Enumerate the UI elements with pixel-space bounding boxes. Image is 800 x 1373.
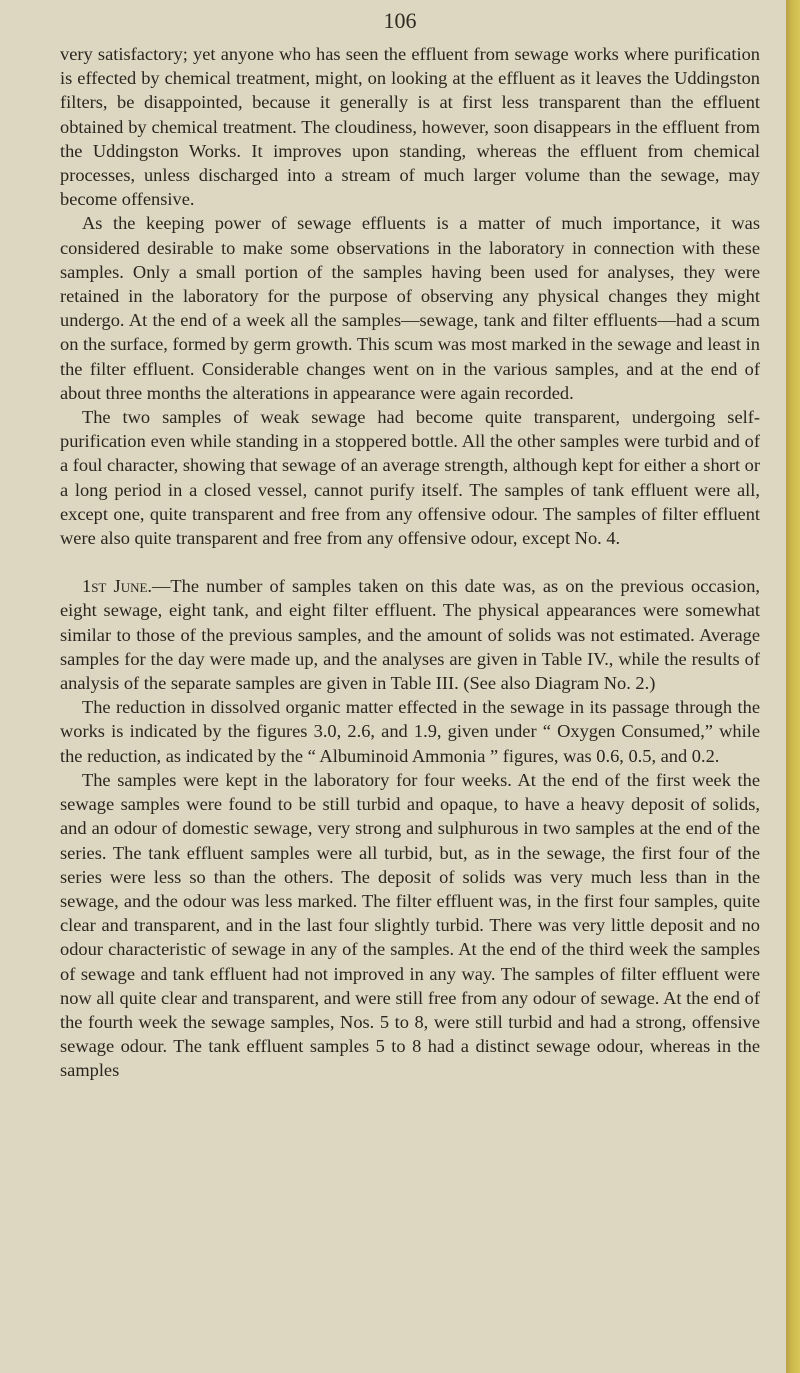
june-paragraph-1-text: —The number of samples taken on this date was, as on the previous occasion, eight sewage, eight tank, and eight filter effluent. The physical appearances were somewhat similar to those of the previous samples, and the amount of solids was not estimated. Average samples for the day were made up, and the analyses are given in Table IV., while the results of analysis of the separate samples are given in Table III. (See also Diagram No. 2.) [60, 576, 760, 694]
paragraph-1: very satisfactory; yet anyone who has seen the effluent from sewage works where purification is effected by chemical treatment, might, on looking at the effluent as it leaves the Uddingston filters, be disappointed, because it generally is at first less transparent than the effluent obtained by chemical treatment. The cloudiness, however, soon disappears in the effluent from the Uddingston Works. It improves upon standing, whereas the effluent from chemical processes, unless discharged into a stream of much larger volume than the sewage, may become offensive. [60, 44, 760, 210]
date-heading: 1st June. [82, 576, 153, 597]
june-paragraph-3: The samples were kept in the laboratory for four weeks. At the end of the first week the sewage samples were found to be still turbid and opaque, to have a heavy deposit of solids, and an odour of domestic sewage, very strong and sulphurous in two samples at the end of the series. The tank effluent samples were all turbid, but, as in the sewage, the first four of the series were less so than the others. The deposit of solids was very much less than in the sewage, and the odour was less marked. The filter effluent was, in the first four samples, quite clear and transparent, and in the last four slightly turbid. There was very little deposit and no odour characteristic of sewage in any of the samples. At the end of the third week the samples of sewage and tank effluent had not improved in any way. The samples of filter effluent were now all quite clear and transparent, and were still free from any odour of sewage. At the end of the fourth week the sewage samples, Nos. 5 to 8, were still turbid and had a strong, offensive sewage odour. The tank effluent samples 5 to 8 had a distinct sewage odour, whereas in the samples [60, 769, 760, 1081]
june-paragraph-2: The reduction in dissolved organic matter effected in the sewage in its passage through the works is indicated by the figures 3.0, 2.6, and 1.9, given under “ Oxygen Consumed,” while the reduction, as indicated by the “ Albuminoid Ammonia ” figures, was 0.6, 0.5, and 0.2. [60, 697, 760, 766]
paragraph-2: As the keeping power of sewage effluents is a matter of much importance, it was considered desirable to make some observations in the laboratory in connection with these samples. Only a small portion of the samples having been used for analyses, they were retained in the laboratory for the purpose of observing any physical changes they might undergo. At the end of a week all the samples—sewage, tank and filter effluents—had a scum on the surface, formed by germ growth. This scum was most marked in the sewage and least in the filter effluent. Considerable changes went on in the various samples, and at the end of about three months the alterations in appearance were again recorded. [60, 213, 760, 403]
page-number: 106 [383, 8, 417, 33]
page-edge [786, 0, 800, 1373]
body-text [60, 42, 760, 1083]
paragraph-3: The two samples of weak sewage had become quite transparent, undergoing self-purification even while standing in a stoppered bottle. All the other samples were turbid and of a foul character, showing that sewage of an average strength, although kept for either a short or a long period in a closed vessel, cannot purify itself. The samples of tank effluent were all, except one, quite transparent and free from any offensive odour. The samples of filter effluent were also quite transparent and free from any offensive odour, except No. 4. [60, 407, 760, 549]
june-paragraph-1 [60, 574, 760, 695]
